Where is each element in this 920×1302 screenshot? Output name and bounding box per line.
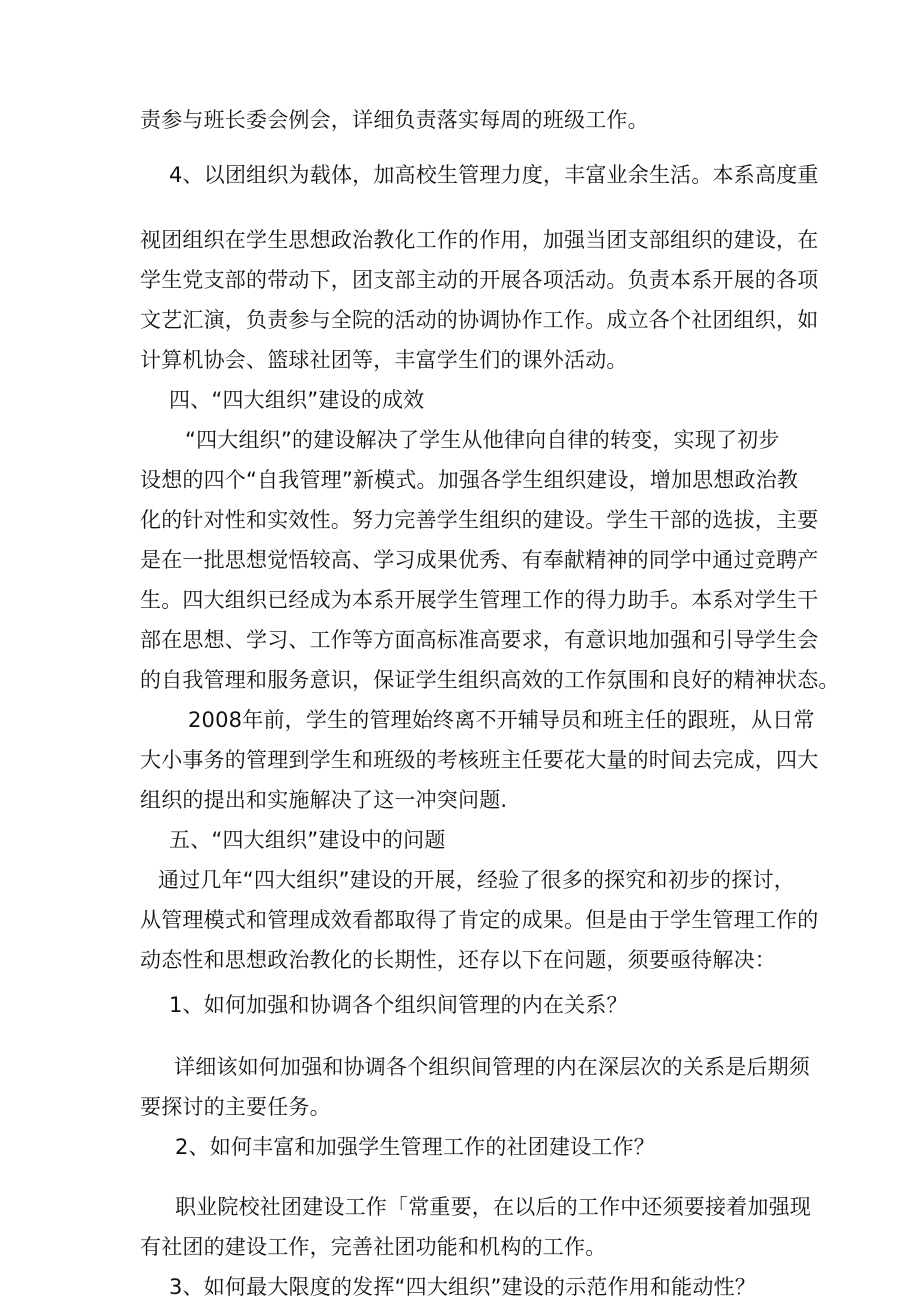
- paragraph-line-20: 详细该如何加强和协调各个组织间管理的内在深层次的关系是后期须: [174, 1055, 810, 1079]
- paragraph-line-17: 通过几年“四大组织”建设的开展，经验了很多的探究和初步的探讨，: [158, 868, 795, 892]
- paragraph-line-15: 大小事务的管理到学生和班级的考核班主任要花大量的时间去完成，四大: [140, 748, 819, 772]
- question-1: 1、如何加强和协调各个组织间管理的内在关系？: [169, 993, 628, 1017]
- paragraph-line-3: 视团组织在学生思想政治教化工作的作用，加强当团支部组织的建设，在: [140, 228, 819, 252]
- paragraph-line-4: 学生党支部的带动下，团支部主动的开展各项活动。负责本系开展的各项: [140, 268, 819, 292]
- paragraph-line-16: 组织的提出和实施解决了这一冲突问题.: [140, 788, 508, 812]
- section-heading-5: 五、“四大组织”建设中的问题: [169, 828, 446, 852]
- paragraph-line-8: 设想的四个“自我管理”新模式。加强各学生组织建设，增加思想政治教: [140, 468, 799, 492]
- paragraph-line-19: 动态性和思想政治教化的长期性，还存以下在问题，须要亟待解决：: [140, 948, 776, 972]
- paragraph-line-12: 部在思想、学习、工作等方面高标准高要求，有意识地加强和引导学生会: [140, 628, 819, 652]
- paragraph-line-21: 要探讨的主要任务。: [140, 1095, 331, 1119]
- paragraph-line-11: 生。四大组织已经成为本系开展学生管理工作的得力助手。本系对学生干: [140, 588, 819, 612]
- paragraph-line-9: 化的针对性和实效性。努力完善学生组织的建设。学生干部的选拔，主要: [140, 508, 819, 532]
- paragraph-line-7: “四大组织”的建设解决了学生从他律向自律的转变，实现了初步: [185, 428, 780, 452]
- paragraph-line-6: 计算机协会、篮球社团等，丰富学生们的课外活动。: [140, 348, 628, 372]
- paragraph-line-14: 2008年前，学生的管理始终离不开辅导员和班主任的跟班，从日常: [188, 708, 815, 732]
- section-heading-4: 四、“四大组织”建设的成效: [169, 388, 425, 412]
- paragraph-line-18: 从管理模式和管理成效看都取得了肯定的成果。但是由于学生管理工作的: [140, 908, 819, 932]
- paragraph-line-13: 的自我管理和服务意识，保证学生组织高效的工作氛围和良好的精神状态。: [140, 668, 840, 692]
- paragraph-line-5: 文艺汇演，负责参与全院的活动的协调协作工作。成立各个社团组织，如: [140, 308, 819, 332]
- paragraph-line-22: 职业院校社团建设工作「常重要，在以后的工作中还须要接着加强现: [175, 1195, 811, 1219]
- paragraph-line-23: 有社团的建设工作，完善社团功能和机构的工作。: [140, 1235, 607, 1259]
- paragraph-line-10: 是在一批思想觉悟较高、学习成果优秀、有奉献精神的同学中通过竞聘产: [140, 548, 819, 572]
- paragraph-line-1: 责参与班长委会例会，详细负责落实每周的班级工作。: [140, 108, 649, 132]
- question-3: 3、如何最大限度的发挥“四大组织”建设的示范作用和能动性？: [169, 1275, 756, 1299]
- paragraph-line-2: 4、以团组织为载体，加高校生管理力度，丰富业余生活。本系高度重: [169, 163, 819, 187]
- question-2: 2、如何丰富和加强学生管理工作的社团建设工作？: [175, 1135, 655, 1159]
